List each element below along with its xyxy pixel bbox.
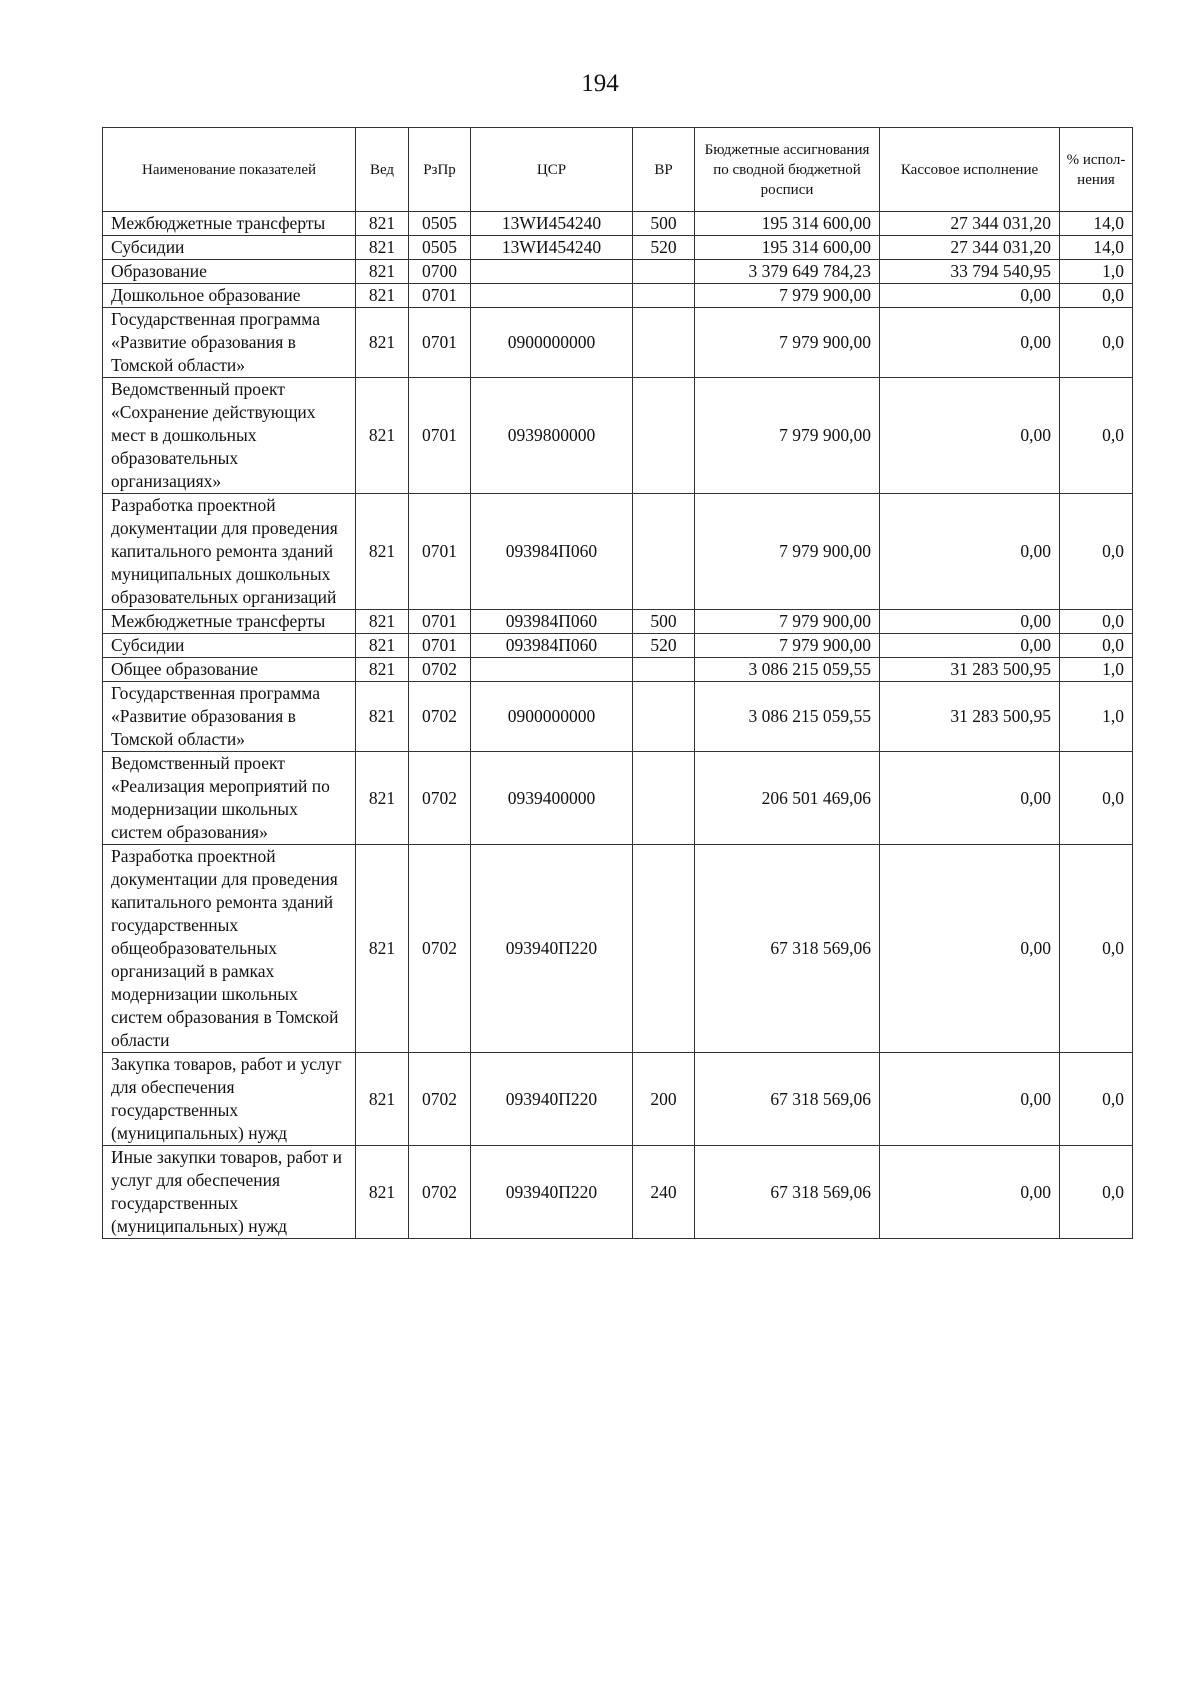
cell-percent: 0,0 xyxy=(1060,308,1133,378)
cell-rzpr: 0702 xyxy=(409,658,471,682)
cell-vr xyxy=(633,260,695,284)
table-header-row xyxy=(103,128,1133,212)
cell-csr: 093940П220 xyxy=(471,1146,633,1239)
cell-csr: 093984П060 xyxy=(471,634,633,658)
cell-percent: 0,0 xyxy=(1060,378,1133,494)
cell-cash-execution: 0,00 xyxy=(880,494,1060,610)
cell-rzpr: 0702 xyxy=(409,1146,471,1239)
cell-cash-execution: 0,00 xyxy=(880,610,1060,634)
cell-ved: 821 xyxy=(356,284,409,308)
cell-assignments: 3 086 215 059,55 xyxy=(695,658,880,682)
header-ved: Вед xyxy=(356,128,409,212)
cell-csr xyxy=(471,284,633,308)
cell-vr xyxy=(633,284,695,308)
cell-ved: 821 xyxy=(356,308,409,378)
cell-assignments: 7 979 900,00 xyxy=(695,284,880,308)
cell-csr xyxy=(471,658,633,682)
header-vr: ВР xyxy=(633,128,695,212)
cell-csr: 13WИ454240 xyxy=(471,236,633,260)
cell-ved: 821 xyxy=(356,752,409,845)
cell-name: Субсидии xyxy=(103,236,356,260)
cell-vr xyxy=(633,845,695,1053)
cell-ved: 821 xyxy=(356,378,409,494)
cell-assignments: 7 979 900,00 xyxy=(695,634,880,658)
cell-cash-execution: 0,00 xyxy=(880,284,1060,308)
cell-ved: 821 xyxy=(356,260,409,284)
cell-rzpr: 0700 xyxy=(409,260,471,284)
table-row xyxy=(103,308,1133,378)
cell-rzpr: 0505 xyxy=(409,236,471,260)
cell-name: Межбюджетные трансферты xyxy=(103,212,356,236)
cell-cash-execution: 0,00 xyxy=(880,1053,1060,1146)
cell-name: Ведомственный проект «Сохранение действующих мест в дошкольных образовательных организациях» xyxy=(103,378,356,494)
cell-percent: 14,0 xyxy=(1060,236,1133,260)
cell-rzpr: 0702 xyxy=(409,752,471,845)
cell-rzpr: 0701 xyxy=(409,284,471,308)
cell-vr: 520 xyxy=(633,634,695,658)
table-row xyxy=(103,1146,1133,1239)
table-row xyxy=(103,284,1133,308)
cell-csr: 093940П220 xyxy=(471,845,633,1053)
cell-assignments: 7 979 900,00 xyxy=(695,494,880,610)
header-rzpr: РзПр xyxy=(409,128,471,212)
table-body xyxy=(103,212,1133,1239)
table-row xyxy=(103,682,1133,752)
table-row xyxy=(103,236,1133,260)
cell-csr: 093984П060 xyxy=(471,610,633,634)
cell-ved: 821 xyxy=(356,658,409,682)
cell-assignments: 195 314 600,00 xyxy=(695,212,880,236)
cell-cash-execution: 0,00 xyxy=(880,634,1060,658)
table-row xyxy=(103,610,1133,634)
cell-ved: 821 xyxy=(356,610,409,634)
cell-percent: 0,0 xyxy=(1060,1053,1133,1146)
cell-percent: 0,0 xyxy=(1060,1146,1133,1239)
cell-name: Государственная программа «Развитие образования в Томской области» xyxy=(103,308,356,378)
cell-rzpr: 0701 xyxy=(409,378,471,494)
header-assignments: Бюджетные ассигнования по сводной бюджетной росписи xyxy=(695,128,880,212)
cell-name: Общее образование xyxy=(103,658,356,682)
cell-ved: 821 xyxy=(356,236,409,260)
cell-csr: 0939400000 xyxy=(471,752,633,845)
cell-vr xyxy=(633,494,695,610)
cell-percent: 0,0 xyxy=(1060,494,1133,610)
header-percent: % испол-нения xyxy=(1060,128,1133,212)
table-row xyxy=(103,378,1133,494)
cell-assignments: 7 979 900,00 xyxy=(695,610,880,634)
table-row xyxy=(103,845,1133,1053)
header-csr: ЦСР xyxy=(471,128,633,212)
table-row xyxy=(103,212,1133,236)
page-number: 194 xyxy=(581,70,619,97)
cell-ved: 821 xyxy=(356,634,409,658)
cell-assignments: 3 379 649 784,23 xyxy=(695,260,880,284)
cell-assignments: 3 086 215 059,55 xyxy=(695,682,880,752)
cell-name: Разработка проектной документации для проведения капитального ремонта зданий государственных общеобразовательных организаций в рамках модернизации школьных систем образования в Томской области xyxy=(103,845,356,1053)
cell-csr: 0900000000 xyxy=(471,682,633,752)
cell-rzpr: 0702 xyxy=(409,1053,471,1146)
cell-name: Межбюджетные трансферты xyxy=(103,610,356,634)
cell-percent: 0,0 xyxy=(1060,610,1133,634)
cell-percent: 1,0 xyxy=(1060,658,1133,682)
table-row xyxy=(103,658,1133,682)
cell-vr: 240 xyxy=(633,1146,695,1239)
cell-name: Разработка проектной документации для проведения капитального ремонта зданий муниципальных дошкольных образовательных организаций xyxy=(103,494,356,610)
table-row xyxy=(103,634,1133,658)
cell-rzpr: 0505 xyxy=(409,212,471,236)
budget-table xyxy=(102,127,1133,1239)
cell-assignments: 67 318 569,06 xyxy=(695,845,880,1053)
cell-csr: 093940П220 xyxy=(471,1053,633,1146)
cell-assignments: 206 501 469,06 xyxy=(695,752,880,845)
cell-cash-execution: 0,00 xyxy=(880,1146,1060,1239)
cell-ved: 821 xyxy=(356,494,409,610)
cell-cash-execution: 31 283 500,95 xyxy=(880,658,1060,682)
cell-ved: 821 xyxy=(356,682,409,752)
cell-name: Закупка товаров, работ и услуг для обеспечения государственных (муниципальных) нужд xyxy=(103,1053,356,1146)
table-row xyxy=(103,494,1133,610)
cell-cash-execution: 0,00 xyxy=(880,845,1060,1053)
cell-vr: 500 xyxy=(633,610,695,634)
cell-rzpr: 0702 xyxy=(409,682,471,752)
cell-rzpr: 0701 xyxy=(409,494,471,610)
cell-percent: 1,0 xyxy=(1060,682,1133,752)
cell-csr: 13WИ454240 xyxy=(471,212,633,236)
cell-rzpr: 0701 xyxy=(409,634,471,658)
cell-csr: 0900000000 xyxy=(471,308,633,378)
cell-percent: 0,0 xyxy=(1060,752,1133,845)
cell-assignments: 195 314 600,00 xyxy=(695,236,880,260)
cell-vr xyxy=(633,658,695,682)
cell-rzpr: 0701 xyxy=(409,308,471,378)
cell-percent: 1,0 xyxy=(1060,260,1133,284)
cell-cash-execution: 33 794 540,95 xyxy=(880,260,1060,284)
cell-name: Иные закупки товаров, работ и услуг для обеспечения государственных (муниципальных) нужд xyxy=(103,1146,356,1239)
cell-vr xyxy=(633,682,695,752)
cell-vr xyxy=(633,378,695,494)
cell-vr: 200 xyxy=(633,1053,695,1146)
cell-percent: 0,0 xyxy=(1060,845,1133,1053)
cell-cash-execution: 31 283 500,95 xyxy=(880,682,1060,752)
cell-vr xyxy=(633,752,695,845)
cell-vr: 520 xyxy=(633,236,695,260)
cell-csr xyxy=(471,260,633,284)
cell-name: Дошкольное образование xyxy=(103,284,356,308)
cell-name: Субсидии xyxy=(103,634,356,658)
cell-assignments: 7 979 900,00 xyxy=(695,308,880,378)
header-name: Наименование показателей xyxy=(103,128,356,212)
cell-csr: 0939800000 xyxy=(471,378,633,494)
cell-cash-execution: 0,00 xyxy=(880,308,1060,378)
cell-percent: 0,0 xyxy=(1060,284,1133,308)
cell-vr: 500 xyxy=(633,212,695,236)
cell-name: Образование xyxy=(103,260,356,284)
cell-name: Государственная программа «Развитие образования в Томской области» xyxy=(103,682,356,752)
table-row xyxy=(103,1053,1133,1146)
cell-rzpr: 0702 xyxy=(409,845,471,1053)
cell-assignments: 67 318 569,06 xyxy=(695,1053,880,1146)
cell-name: Ведомственный проект «Реализация мероприятий по модернизации школьных систем образования» xyxy=(103,752,356,845)
cell-cash-execution: 0,00 xyxy=(880,378,1060,494)
cell-percent: 0,0 xyxy=(1060,634,1133,658)
cell-cash-execution: 27 344 031,20 xyxy=(880,212,1060,236)
cell-percent: 14,0 xyxy=(1060,212,1133,236)
cell-vr xyxy=(633,308,695,378)
table-row xyxy=(103,752,1133,845)
cell-ved: 821 xyxy=(356,1146,409,1239)
cell-assignments: 7 979 900,00 xyxy=(695,378,880,494)
cell-rzpr: 0701 xyxy=(409,610,471,634)
cell-ved: 821 xyxy=(356,212,409,236)
table-row xyxy=(103,260,1133,284)
cell-cash-execution: 0,00 xyxy=(880,752,1060,845)
cell-csr: 093984П060 xyxy=(471,494,633,610)
cell-assignments: 67 318 569,06 xyxy=(695,1146,880,1239)
header-cash-execution: Кассовое исполнение xyxy=(880,128,1060,212)
cell-cash-execution: 27 344 031,20 xyxy=(880,236,1060,260)
cell-ved: 821 xyxy=(356,845,409,1053)
cell-ved: 821 xyxy=(356,1053,409,1146)
